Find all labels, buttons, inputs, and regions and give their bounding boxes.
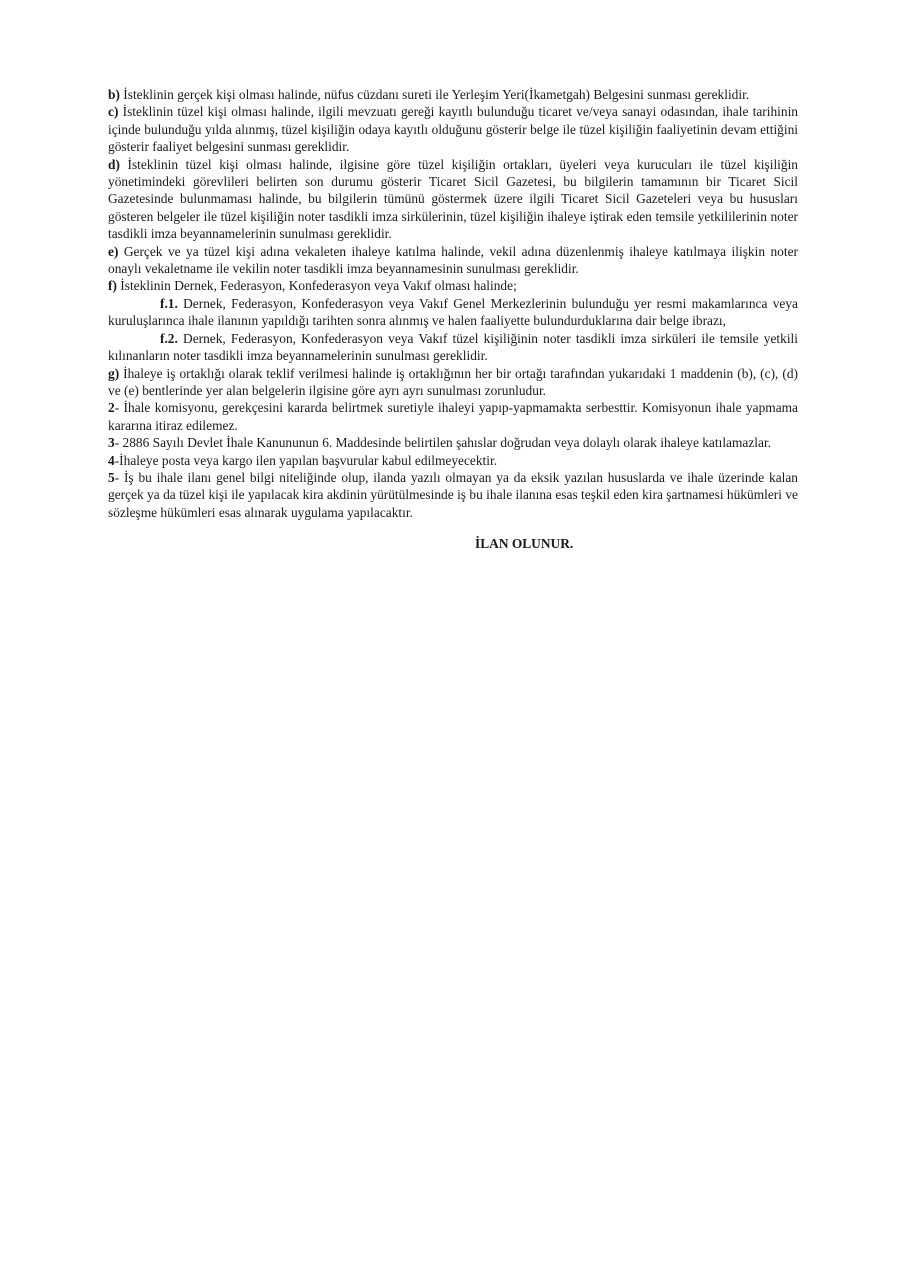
paragraph-f bbox=[108, 277, 798, 294]
paragraph-label: c) bbox=[108, 104, 119, 120]
paragraph-text: Gerçek ve ya tüzel kişi adına vekaleten ihaleye katılma halinde, vekil adına düzenlenmiş ihaleye katılmaya ilişkin noter onaylı vekaletname ile vekilin noter tasdikli imza beyannamesinin sunulması gereklidir. bbox=[108, 243, 798, 277]
paragraph-label: 3 bbox=[108, 435, 115, 451]
paragraph-e bbox=[108, 243, 798, 278]
paragraph-label: f.1. bbox=[160, 295, 178, 311]
paragraph-label: 5 bbox=[108, 469, 115, 485]
paragraph-g bbox=[108, 365, 798, 400]
paragraph-f1 bbox=[108, 295, 798, 330]
paragraph-label: e) bbox=[108, 243, 119, 259]
paragraph-text: İsteklinin tüzel kişi olması halinde, ilgili mevzuatı gereği kayıtlı bulunduğu ticaret ve/veya sanayi odasından, ihale tarihinin içinde bulunduğu yılda alınmış, tüzel kişiliğin odaya kayıtlı olduğunu gösterir belge ile tüzel kişiliğin faaliyetinin devam ettiğini gösterir faaliyet belgesini sunması gereklidir. bbox=[108, 104, 798, 155]
paragraph-4 bbox=[108, 452, 798, 469]
paragraph-label: g) bbox=[108, 365, 120, 381]
paragraph-label: b) bbox=[108, 87, 120, 102]
paragraph-label: f.2. bbox=[160, 330, 178, 346]
paragraph-label: d) bbox=[108, 156, 120, 172]
paragraph-label: f) bbox=[108, 278, 117, 294]
paragraph-text: Dernek, Federasyon, Konfederasyon veya Vakıf Genel Merkezlerinin bulunduğu yer resmi makamlarınca veya kuruluşlarınca ihale ilanının yapıldığı tarihten sonra alınmış ve halen faaliyette bulundurduklarına dair belge ibrazı, bbox=[108, 295, 798, 329]
paragraph-text: İsteklinin Dernek, Federasyon, Konfederasyon veya Vakıf olması halinde; bbox=[116, 278, 517, 294]
paragraph-c bbox=[108, 103, 798, 155]
paragraph-text: - 2886 Sayılı Devlet İhale Kanununun 6. Maddesinde belirtilen şahıslar doğrudan veya dolaylı olarak ihaleye katılamazlar. bbox=[114, 435, 772, 451]
paragraph-label: 4 bbox=[108, 452, 115, 468]
paragraph-text: İhaleye iş ortaklığı olarak teklif verilmesi halinde iş ortaklığının her bir ortağı tarafından yukarıdaki 1 maddenin (b), (c), (d) ve (e) bentlerinde yer alan belgelerin ilgisine göre ayrı ayrı sunulması zorunludur. bbox=[108, 365, 798, 398]
paragraph-5 bbox=[108, 469, 798, 521]
paragraph-d bbox=[108, 156, 798, 243]
paragraph-text: İsteklinin tüzel kişi olması halinde, ilgisine göre tüzel kişiliğin ortakları, üyeleri veya kurucuları ile tüzel kişiliğin yönetimindeki görevlileri belirten son durumu gösterir Ticaret Sicil Gazetesi, bu bilgilerin tamamının bir Ticaret Sicil Gazetesinde bulunmaması halinde, bu bilgilerin tümünü göstermek üzere ilgili Ticaret Sicil Gazeteleri veya bu hususları gösteren belgeler ile tüzel kişiliğin noter tasdikli imza sirkülerinin, tüzel kişiliğin ihaleye iştirak eden temsile yetkililerinin noter tasdikli imza beyannamelerinin sunulması gereklidir. bbox=[108, 156, 798, 242]
paragraph-text: - İhale komisyonu, gerekçesini kararda belirtmek suretiyle ihaleyi yapıp-yapmamakta serbesttir. Komisyonun ihale yapmama kararına itiraz edilemez. bbox=[108, 400, 798, 433]
paragraph-3 bbox=[108, 434, 798, 451]
paragraph-text: - İş bu ihale ilanı genel bilgi niteliğinde olup, ilanda yazılı olmayan ya da eksik yazılan hususlarda ve ihale üzerinde kalan gerçek ya da tüzel kişi ile yapılacak kira akdinin yürütülmesinde iş bu ihale ilanına esas teşkil eden kira şartnamesi hükümleri ve sözleşme hükümleri esas alınarak uygulama yapılacaktır. bbox=[108, 469, 798, 520]
closing-statement: İLAN OLUNUR. bbox=[475, 536, 574, 552]
document-body bbox=[108, 86, 798, 553]
paragraph-label: 2 bbox=[108, 400, 115, 416]
paragraph-text: İsteklinin gerçek kişi olması halinde, nüfus cüzdanı sureti ile Yerleşim Yeri(İkametgah) Belgesini sunması gereklidir. bbox=[119, 87, 750, 102]
paragraph-text: -İhaleye posta veya kargo ilen yapılan başvurular kabul edilmeyecektir. bbox=[114, 452, 498, 468]
paragraph-text: Dernek, Federasyon, Konfederasyon veya Vakıf tüzel kişiliğinin noter tasdikli imza sirküleri ile temsile yetkili kılınanların noter tasdikli imza beyannamelerinin sunulması gereklidir. bbox=[108, 330, 798, 364]
paragraph-f2 bbox=[108, 330, 798, 365]
paragraph-b bbox=[108, 86, 798, 103]
paragraph-2 bbox=[108, 399, 798, 434]
